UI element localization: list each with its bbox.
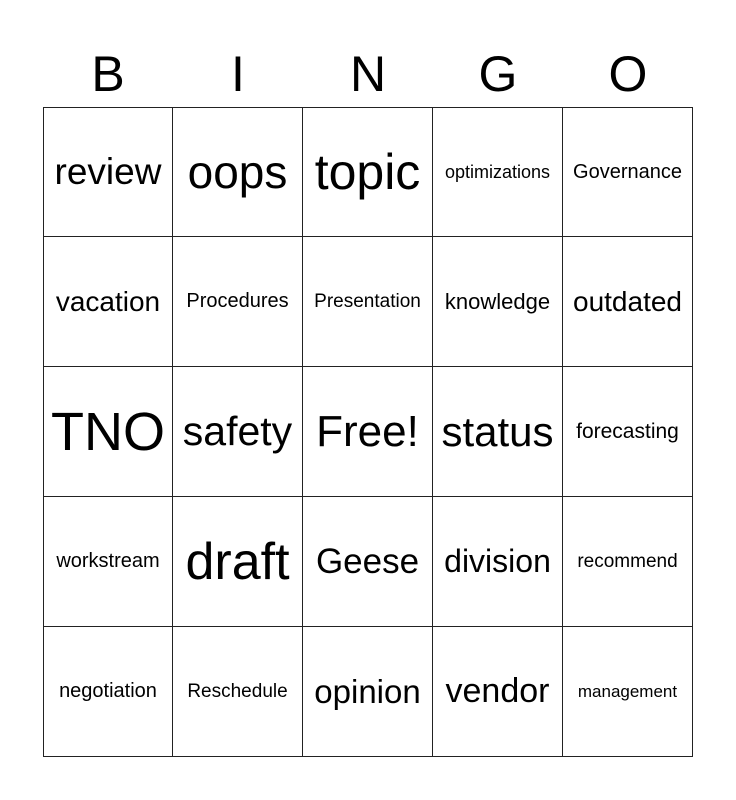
bingo-cell-text: status (441, 407, 554, 455)
bingo-cell-text: safety (182, 408, 293, 454)
bingo-cell[interactable] (43, 497, 173, 627)
bingo-cell[interactable] (43, 107, 173, 237)
bingo-cell-text: oops (187, 146, 288, 198)
bingo-cell[interactable] (43, 237, 173, 367)
bingo-cell[interactable] (433, 107, 563, 237)
bingo-cell-text: opinion (314, 672, 421, 710)
bingo-cell-text: topic (314, 144, 421, 200)
bingo-cell-text: workstream (56, 550, 160, 572)
bingo-header (43, 40, 693, 108)
bingo-cell-text: TNO (51, 401, 165, 462)
bingo-cell[interactable] (563, 237, 693, 367)
bingo-cell[interactable] (173, 237, 303, 367)
bingo-cell[interactable] (303, 237, 433, 367)
bingo-cell[interactable] (173, 627, 303, 757)
bingo-cell-text: Free! (316, 406, 419, 456)
bingo-cell-text: knowledge (444, 288, 551, 314)
bingo-cell-text: outdated (573, 285, 682, 317)
bingo-cell[interactable] (563, 627, 693, 757)
bingo-cell-text: forecasting (576, 419, 679, 443)
bingo-cell-text: Geese (315, 541, 420, 581)
bingo-cell-text: draft (185, 532, 290, 591)
bingo-cell[interactable] (433, 497, 563, 627)
bingo-cell-text: Presentation (314, 290, 421, 312)
bingo-cell[interactable] (303, 367, 433, 497)
bingo-cell-text: management (577, 681, 678, 701)
bingo-cell[interactable] (43, 367, 173, 497)
header-letter-i: I (231, 46, 245, 102)
bingo-cell[interactable] (303, 627, 433, 757)
bingo-cell-text: Governance (573, 160, 682, 183)
bingo-cell-text: negotiation (59, 680, 157, 702)
bingo-cell[interactable] (433, 367, 563, 497)
bingo-cell-text: review (54, 151, 162, 192)
bingo-cell[interactable] (173, 497, 303, 627)
header-letter-g: G (478, 46, 518, 102)
bingo-cell[interactable] (433, 627, 563, 757)
header-letter-n: N (349, 46, 387, 102)
bingo-cell[interactable] (563, 107, 693, 237)
bingo-cell[interactable] (303, 497, 433, 627)
bingo-cell-text: vendor (445, 672, 550, 710)
bingo-cell-text: division (444, 543, 551, 579)
bingo-cell-text: Procedures (186, 290, 289, 312)
header-letter-o: O (608, 46, 648, 102)
bingo-card-grid (43, 107, 693, 757)
bingo-cell-text: recommend (577, 550, 678, 572)
bingo-cell[interactable] (43, 627, 173, 757)
bingo-cell[interactable] (173, 107, 303, 237)
bingo-cell[interactable] (173, 367, 303, 497)
bingo-cell-text: Reschedule (187, 680, 288, 702)
bingo-cell[interactable] (563, 497, 693, 627)
bingo-cell[interactable] (303, 107, 433, 237)
bingo-cell-text: vacation (55, 285, 161, 317)
bingo-cell[interactable] (433, 237, 563, 367)
bingo-cell[interactable] (563, 367, 693, 497)
bingo-cell-text: optimizations (444, 161, 551, 182)
header-letter-b: B (91, 46, 125, 102)
